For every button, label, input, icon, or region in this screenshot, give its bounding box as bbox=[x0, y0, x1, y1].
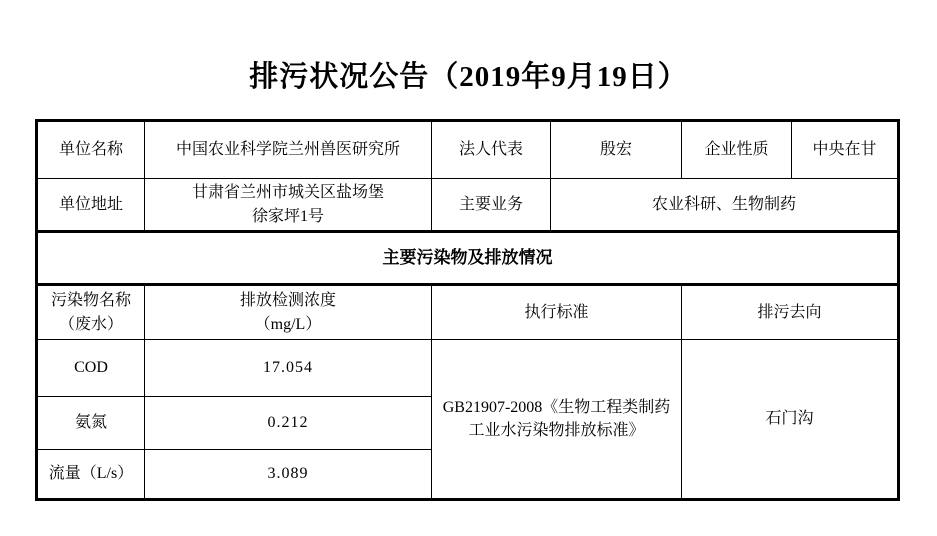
pollution-announcement-table bbox=[35, 119, 900, 501]
pollutant-value-cell: 3.089 bbox=[145, 450, 432, 500]
table-row-unit-address bbox=[37, 179, 899, 232]
pollutant-value-cell: 17.054 bbox=[145, 340, 432, 397]
pollutant-name-header-line1: 污染物名称 bbox=[50, 292, 131, 310]
main-business-value-cell: 农业科研、生物制药 bbox=[551, 179, 899, 232]
pollutant-value-cell: 0.212 bbox=[145, 397, 432, 450]
destination-value-cell: 石门沟 bbox=[682, 340, 899, 500]
main-business-label-cell: 主要业务 bbox=[432, 179, 551, 232]
unit-name-value-cell: 中国农业科学院兰州兽医研究所 bbox=[145, 121, 432, 179]
pollutant-name-header-line2: （废水） bbox=[58, 315, 123, 333]
legal-rep-label-cell: 法人代表 bbox=[432, 121, 551, 179]
unit-address-label-cell: 单位地址 bbox=[37, 179, 145, 232]
table-row-section-header bbox=[37, 232, 899, 285]
enterprise-type-value-cell: 中央在甘 bbox=[792, 121, 899, 179]
standard-value-cell bbox=[432, 340, 682, 500]
pollutant-name-header-cell bbox=[37, 285, 145, 340]
concentration-header-line2: （mg/L） bbox=[254, 315, 322, 333]
page-title: 排污状况公告（2019年9月19日） bbox=[249, 61, 688, 93]
legal-rep-value-cell: 殷宏 bbox=[551, 121, 682, 179]
unit-address-line1: 甘肃省兰州市城关区盐场堡 bbox=[191, 184, 384, 202]
concentration-header-line1: 排放检测浓度 bbox=[239, 292, 336, 310]
pollutant-name-cell: 氨氮 bbox=[37, 397, 145, 450]
table-row-unit-name bbox=[37, 121, 899, 179]
table-row-pollutant-cod bbox=[37, 340, 899, 397]
unit-name-label-cell: 单位名称 bbox=[37, 121, 145, 179]
pollutant-name-cell: 流量（L/s） bbox=[37, 450, 145, 500]
concentration-header-cell bbox=[145, 285, 432, 340]
enterprise-type-label-cell: 企业性质 bbox=[682, 121, 792, 179]
table-row-column-headers bbox=[37, 285, 899, 340]
standard-value-line2: 工业水污染物排放标准》 bbox=[468, 422, 645, 439]
section-title-cell: 主要污染物及排放情况 bbox=[37, 232, 899, 285]
standard-value-line1: GB21907-2008《生物工程类制药 bbox=[442, 398, 671, 416]
pollutant-name-cell: COD bbox=[37, 340, 145, 397]
standard-header-cell: 执行标准 bbox=[432, 285, 682, 340]
unit-address-value-cell bbox=[145, 179, 432, 232]
unit-address-line2: 徐家坪1号 bbox=[251, 207, 324, 225]
destination-header-cell: 排污去向 bbox=[682, 285, 899, 340]
